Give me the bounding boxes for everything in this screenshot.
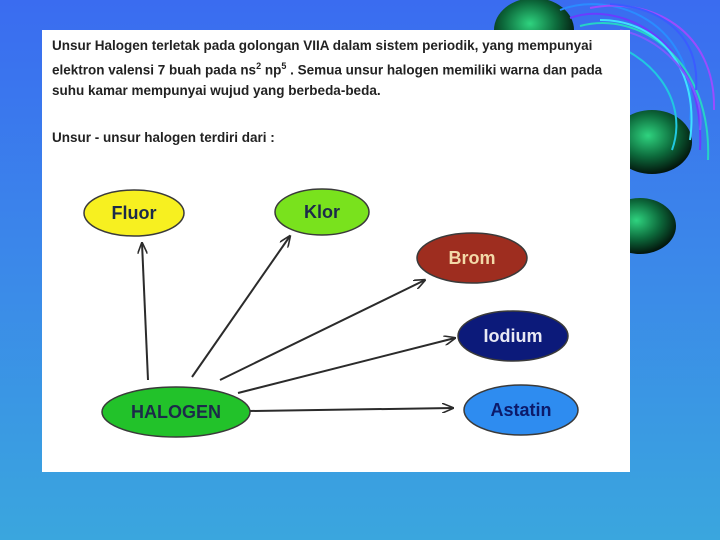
target-label-brom: Brom: [448, 248, 496, 268]
target-node-astatin: [464, 385, 578, 435]
superscript: 2: [256, 61, 262, 71]
arrow-to-klor: [192, 236, 290, 377]
intro-line-1: Unsur Halogen terletak pada golongan VIIA dalam sistem periodik, yang mempunyai: [52, 38, 593, 53]
target-node-brom: [417, 233, 527, 283]
arrows-group: [142, 236, 455, 411]
target-node-klor: [275, 189, 369, 235]
source-node-halogen: [102, 387, 250, 437]
nodes-group: [84, 189, 578, 437]
source-label-halogen: HALOGEN: [131, 402, 221, 422]
target-label-astatin: Astatin: [490, 400, 552, 420]
section-heading: Unsur - unsur halogen terdiri dari :: [52, 130, 275, 145]
target-node-iodium: [458, 311, 568, 361]
superscript: 5: [281, 61, 287, 71]
target-label-klor: Klor: [304, 202, 340, 222]
target-label-iodium: Iodium: [483, 326, 543, 346]
intro-line-2-text: . Semua unsur halogen memiliki warna dan pada: [286, 62, 603, 78]
arrow-to-fluor: [142, 243, 148, 380]
target-label-fluor: Fluor: [111, 203, 157, 223]
target-node-fluor: [84, 190, 184, 236]
content-panel: [42, 30, 630, 472]
intro-line-3: suhu kamar mempunyai wujud yang berbeda-beda.: [52, 82, 381, 98]
arrow-to-astatin: [250, 408, 453, 411]
arrow-to-iodium: [238, 338, 455, 393]
intro-line-2-text: np: [261, 62, 282, 78]
arrow-to-brom: [220, 280, 425, 380]
intro-line-2-text: elektron valensi 7 buah pada ns: [52, 62, 257, 78]
halogen-diagram: [42, 30, 630, 472]
